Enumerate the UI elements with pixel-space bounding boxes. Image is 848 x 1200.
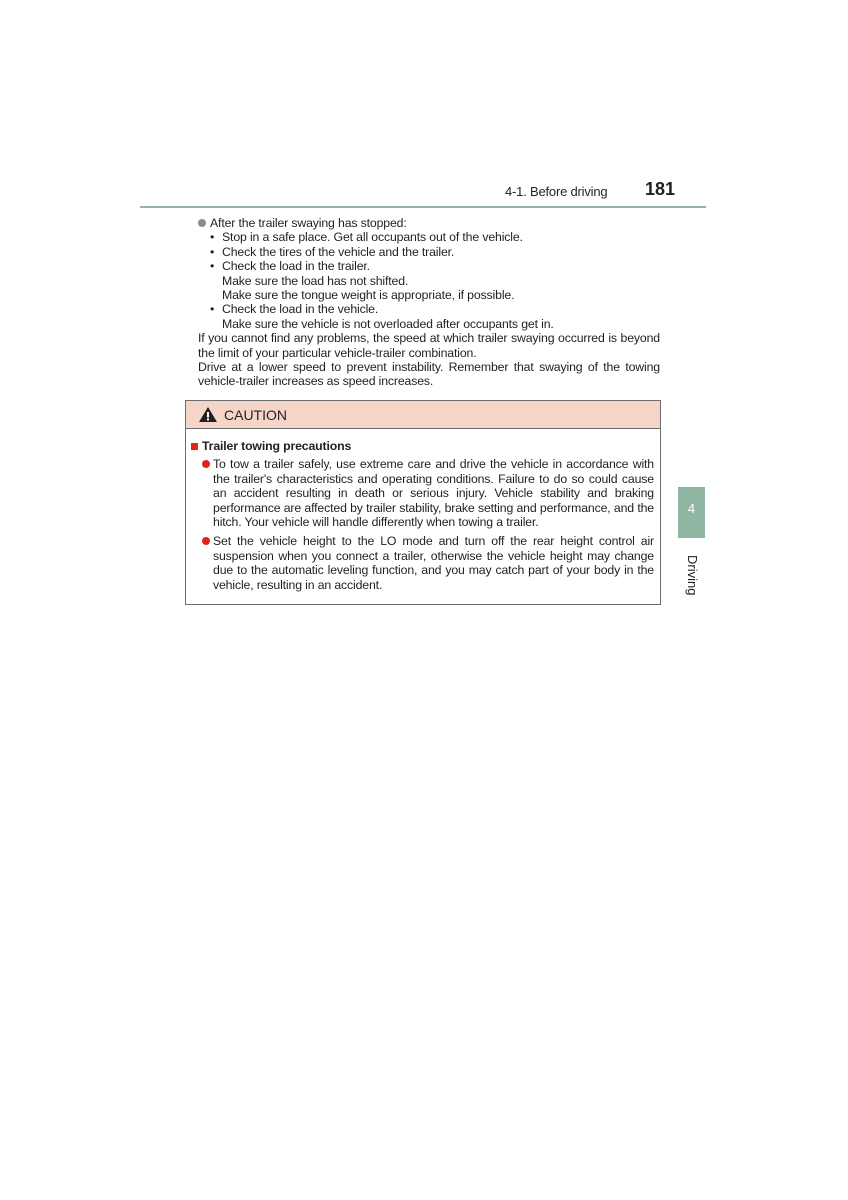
chapter-tab-label: Driving [685,555,700,596]
list-item [198,230,660,244]
chapter-tab: 4 [678,487,705,538]
red-square-icon [191,443,198,450]
page-number: 181 [645,179,676,199]
list-item-continuation: Make sure the tongue weight is appropriate, if possible. [222,288,515,303]
bullet-dot-icon: • [210,259,215,274]
list-item-text: Check the load in the trailer. [222,259,370,274]
caution-item-text: To tow a trailer safely, use extreme care and drive the vehicle in accordance with the trailer's characteristics and operating conditions. Failure to do so could cause an accident resulting in death or serious injury. Vehicle stability and braking performance are affected by trailer stability, brake setting and performance, and the hitch. Your vehicle will handle differently when towing a trailer. [213,457,654,530]
list-item-text: Stop in a safe place. Get all occupants out of the vehicle. [222,230,523,245]
list-item-continuation: Make sure the vehicle is not overloaded after occupants get in. [222,316,554,331]
caution-section-title-text: Trailer towing precautions [202,439,352,453]
page-header-section: 4-1. Before driving [505,184,608,199]
caution-header [186,401,660,429]
red-dot-icon [202,537,210,545]
caution-item [191,534,654,592]
red-dot-icon [202,460,210,468]
list-item [198,259,660,273]
caution-item-text: Set the vehicle height to the LO mode and turn off the rear height control air suspension when you connect a trailer, otherwise the vehicle height may change due to the automatic leveling function, and you may catch part of your body in the vehicle, resulting in an accident. [213,534,654,592]
warning-triangle-icon [198,406,218,423]
circle-bullet-icon [198,219,206,227]
intro-lead-text: After the trailer swaying has stopped: [210,216,407,230]
paragraph: If you cannot find any problems, the speed at which trailer swaying occurred is beyond the limit of your particular vehicle-trailer combination. [198,331,660,360]
bullet-dot-icon: • [210,244,215,259]
header-divider [140,206,706,208]
list-item [198,302,660,316]
bullet-dot-icon: • [210,302,215,317]
list-item-continuation: Make sure the load has not shifted. [222,273,409,288]
caution-body [186,429,660,592]
paragraph: Drive at a lower speed to prevent instability. Remember that swaying of the towing vehicle-trailer increases as speed increases. [198,360,660,389]
caution-section-title [191,439,654,453]
list-item [198,245,660,259]
caution-title: CAUTION [224,406,287,423]
list-item-text: Check the load in the vehicle. [222,302,379,317]
list-item-text: Check the tires of the vehicle and the trailer. [222,244,455,259]
body-text [198,216,660,389]
intro-lead [198,216,660,230]
bullet-dot-icon: • [210,230,215,245]
caution-item [191,457,654,529]
caution-box [185,400,661,605]
